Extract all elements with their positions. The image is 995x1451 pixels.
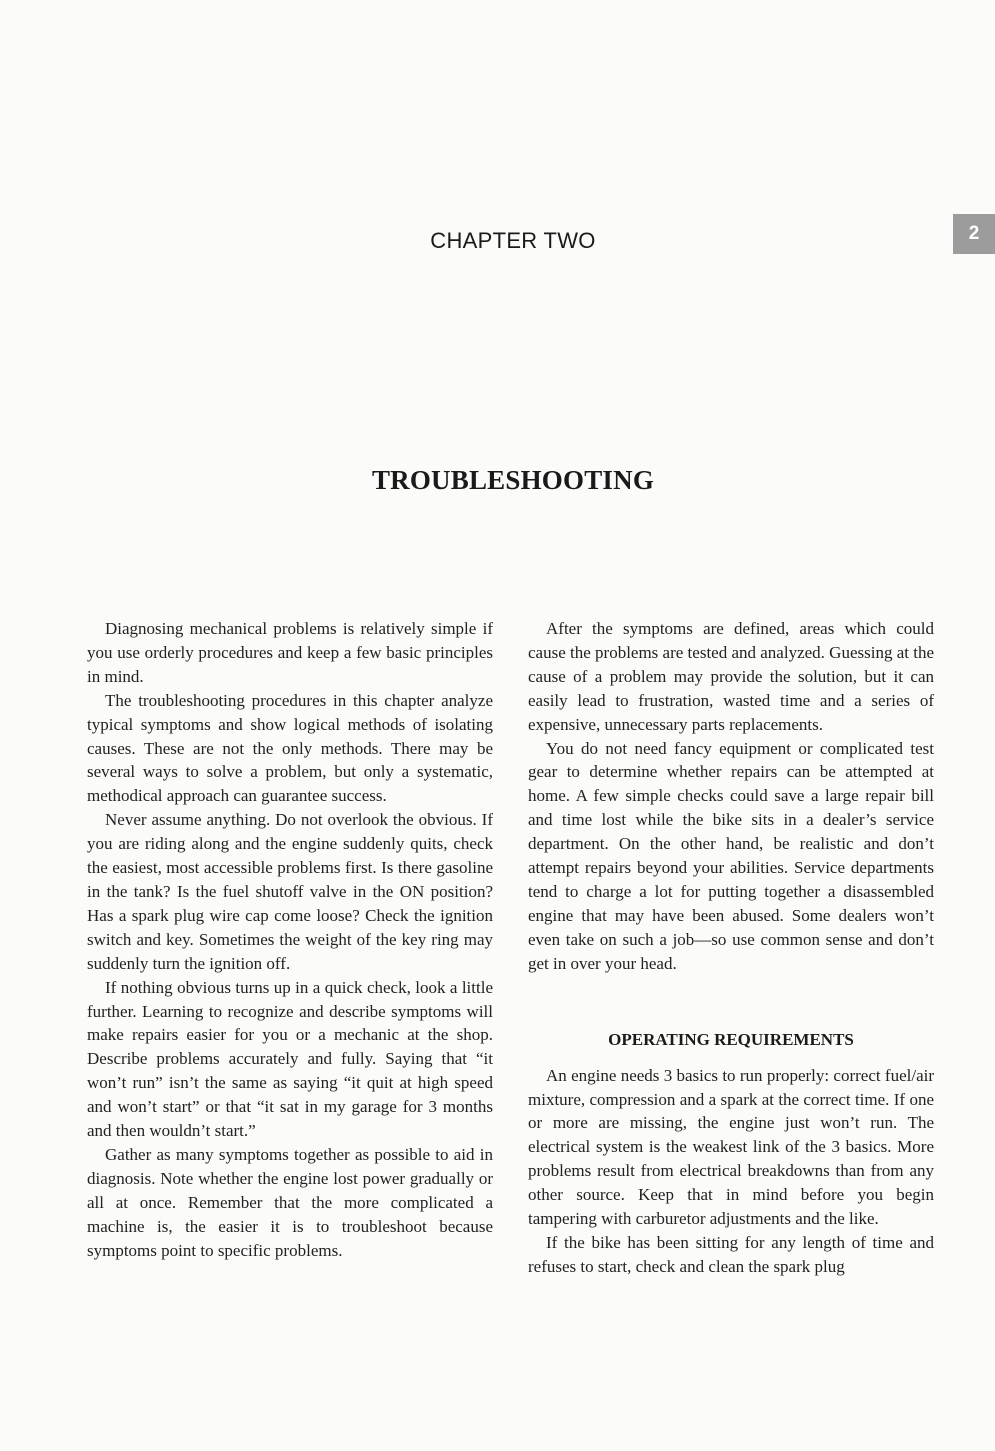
- page-title: TROUBLESHOOTING: [371, 465, 655, 495]
- chapter-thumb-tab: 2: [953, 214, 995, 254]
- paragraph: The troubleshooting procedures in this chapter analyze typical symptoms and show logical methods of isolating causes. These are not the only methods. There may be several ways to solve a problem, but only a systematic, methodical approach can guarantee success.: [87, 690, 493, 806]
- section-subheading: OPERATING REQUIREMENTS: [608, 1029, 854, 1049]
- paragraph: Never assume anything. Do not overlook the obvious. If you are riding along and the engine suddenly quits, check the easiest, most accessible problems first. Is there gasoline in the tank? Is the fuel shutoff valve in the ON position? Has a spark plug wire cap come loose? Check the ignition switch and key. Sometimes the weight of the key ring may suddenly turn the ignition off.: [87, 810, 493, 973]
- paragraph: If the bike has been sitting for any length of time and refuses to start, check and clean the spark plug: [528, 1232, 934, 1276]
- paragraph: Diagnosing mechanical problems is relatively simple if you use orderly procedures and keep a few basic principles in mind.: [87, 619, 493, 686]
- paragraph: If nothing obvious turns up in a quick check, look a little further. Learning to recognize and describe symptoms will make repairs easier for you or a mechanic at the shop. Describe problems accurately and fully. Saying that “it won’t run” isn’t the same as saying “it quit at high speed and won’t start” or that “it sat in my garage for 3 months and then wouldn’t start.”: [87, 977, 493, 1141]
- paragraph: Gather as many symptoms together as possible to aid in diagnosis. Note whether the engine lost power gradually or all at once. Remember that the more complicated a machine is, the easier it is to troubleshoot because symptoms point to specific problems.: [87, 1144, 493, 1260]
- paragraph: You do not need fancy equipment or complicated test gear to determine whether repairs can be attempted at home. A few simple checks could save a large repair bill and time lost while the bike sits in a dealer’s service department. On the other hand, be realistic and don’t attempt repairs beyond your abilities. Service departments tend to charge a lot for putting together a disassembled engine that may have been abused. Some dealers won’t even take on such a job—so use common sense and don’t get in over your head.: [528, 738, 934, 973]
- left-column: [87, 617, 493, 1262]
- paragraph: An engine needs 3 basics to run properly: correct fuel/air mixture, compression and a spark at the correct time. If one or more are missing, the engine just won’t run. The electrical system is the weakest link of the 3 basics. More problems result from electrical breakdowns than from any other source. Keep that in mind before you begin tampering with carburetor adjustments and the like.: [528, 1065, 934, 1229]
- paragraph: After the symptoms are defined, areas which could cause the problems are tested and analyzed. Guessing at the cause of a problem may provide the solution, but it can easily lead to frustration, wasted time and a series of expensive, unnecessary parts replacements.: [528, 619, 934, 734]
- chapter-heading: CHAPTER TWO: [430, 228, 596, 253]
- right-column: [528, 617, 934, 1279]
